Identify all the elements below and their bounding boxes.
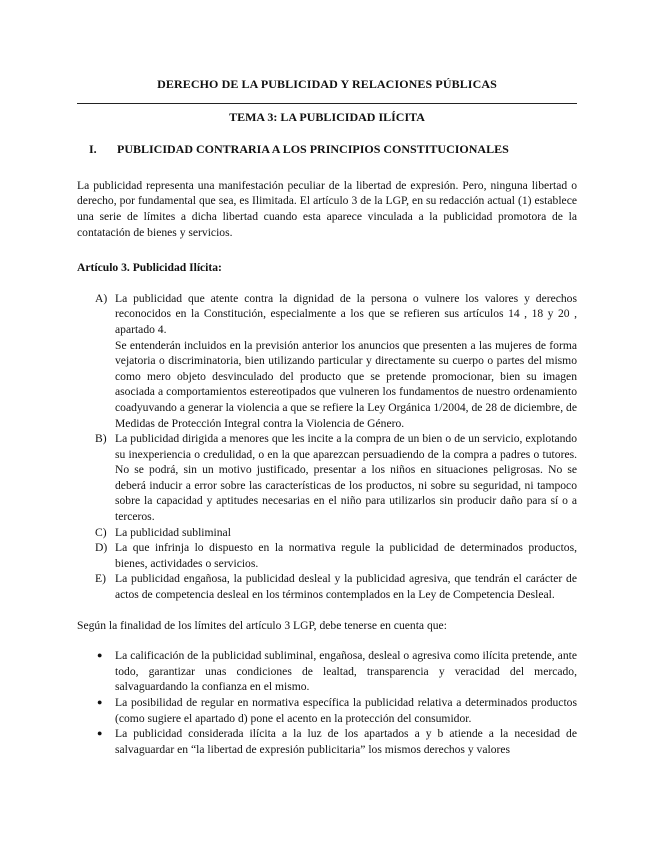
item-marker: A) [95,291,108,305]
bullet-text: La calificación de la publicidad subliminal, engañosa, desleal o agresiva como ilícita pretende, ante todo, garantizar unas condiciones de lealtad, transparencia y veracidad del mercado, salvaguardando la confianza en el mismo. [115,649,577,694]
title-divider [77,103,577,104]
article-items-list [77,291,577,603]
purpose-bullet-list [77,648,577,757]
item-marker: C) [95,525,107,539]
bullet-text: La publicidad considerada ilícita a la luz de los apartados a y b atiende a la necesidad de salvaguardar en “la libertad de expresión publicitaria” los mismos derechos y valores [115,727,577,756]
section-number: I. [89,142,97,157]
item-text: La publicidad dirigida a menores que les incite a la compra de un bien o de un servicio, explotando su inexperiencia o credulidad, o en la que aparezcan persuadiendo de la compra a padres o tutores. No se podrá, sin un motivo justificado, presentar a los niños en situaciones peligrosas. No se deberá inducir a error sobre las características de los productos, ni sobre su seguridad, ni tampoco sobre la capacidad y aptitudes necesarias en el niño para utilizarlos sin producir daño para sí o a terceros. [115,432,577,524]
section-heading [77,142,577,158]
bullet-icon: ● [97,697,103,707]
item-text: La que infrinja lo dispuesto en la normativa regule la publicidad de determinados productos, bienes, actividades o servicios. [115,541,577,570]
article-item [77,525,577,541]
item-text: La publicidad que atente contra la dignidad de la persona o vulnere los valores y derechos reconocidos en la Constitución, especialmente a los que se refieren sus artículos 14 , 18 y 20 , apartado 4. [115,291,577,336]
item-extra-text: Se entenderán incluidos en la previsión anterior los anuncios que presenten a las mujeres de forma vejatoria o discriminatoria, bien utilizando particular y directamente su cuerpo o partes del mismo como mero objeto desvinculado del producto que se pretende promocionar, bien su imagen asociada a comportamientos estereotipados que vulneren los fundamentos de nuestro ordenamiento coadyuvando a generar la violencia a que se refiere la Ley Orgánica 1/2004, de 28 de diciembre, de Medidas de Protección Integral contra la Violencia de Género. [115,338,577,430]
section-title: PUBLICIDAD CONTRARIA A LOS PRINCIPIOS CONSTITUCIONALES [117,142,509,157]
article-item [77,431,577,525]
bullet-icon: ● [97,728,103,739]
item-marker: B) [95,432,107,446]
document-title: DERECHO DE LA PUBLICIDAD Y RELACIONES PÚBLICAS [157,77,497,91]
bullet-item [77,695,577,726]
bullet-text: La posibilidad de regular en normativa específica la publicidad relativa a determinados productos (como sugiere el apartado d) pone el acento en la protección del consumidor. [115,696,577,725]
bullet-icon: ● [97,650,103,661]
topic-title: TEMA 3: LA PUBLICIDAD ILÍCITA [229,109,425,124]
bullet-item [77,726,577,757]
item-text: La publicidad subliminal [115,525,231,539]
article-item [77,291,577,431]
purpose-intro: Según la finalidad de los límites del artículo 3 LGP, debe tenerse en cuenta que: [77,618,447,632]
item-marker: D) [95,541,108,555]
intro-paragraph: La publicidad representa una manifestación peculiar de la libertad de expresión. Pero, ninguna libertad o derecho, por fundamental que sea, es Ilimitada. El artículo 3 de la LGP, en su redacción actual (1) establece una serie de límites a dicha libertad cuando esta aparece vinculada a la publicidad promotora de la contatación de bienes y servicios. [77,178,577,239]
item-text: La publicidad engañosa, la publicidad desleal y la publicidad agresiva, que tendrán el carácter de actos de competencia desleal en los términos contemplados en la Ley de Competencia Desleal. [115,572,577,602]
item-marker: E) [95,572,106,586]
article-heading: Artículo 3. Publicidad Ilícita: [77,261,222,275]
bullet-item [77,648,577,695]
article-item [77,540,577,571]
article-item [77,571,577,602]
